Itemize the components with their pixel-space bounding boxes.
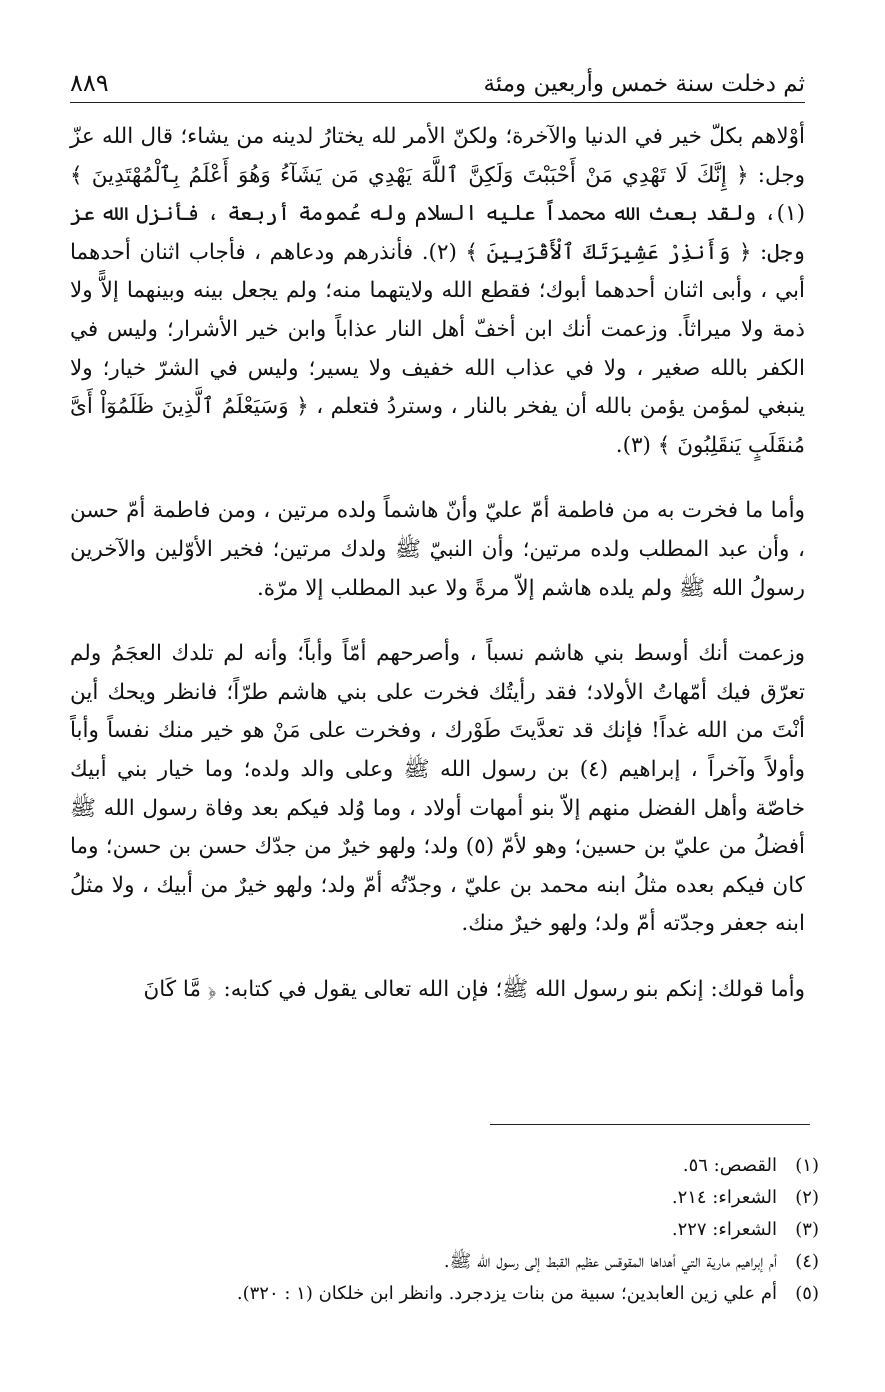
paragraph: وزعمت أنك أوسط بني هاشم نسباً ، وأصرحهم أمّاً وأباً؛ وأنه لم تلدك العجَمُ ولم تعرّق فيك أمّهاتُ الأولاد؛ فقد رأيتُك فخرت على بني هاشم طرّاً؛ فانظر ويحك أين أنْتَ من الله غداً! فإنك قد تعدَّيتَ طَوْرك ، وفخرت على مَنْ هو خير منك نفساً وأباً وأولاً وآخراً ، إبراهيم (٤) بن رسول الله ﷺ وعلى والد ولده؛ وما خيار بني أبيك خاصّة وأهل الفضل منهم إلاّ بنو أمهات أولاد ، وما وُلد فيكم بعد وفاة رسول الله ﷺ أفضلُ من عليّ بن حسين؛ وهو لأمّ (٥) ولد؛ ولهو خيرٌ من جدّك حسن بن حسن؛ وما كان فيكم بعده مثلُ ابنه محمد بن عليّ ، وجدّتُه أمّ ولد؛ ولهو خيرٌ من أبيك ، ولا مثلُ ابنه جعفر وجدّته أمّ ولد؛ ولهو خيرٌ منك. — [70, 641, 806, 937]
footnote-number: (٣) — [795, 1219, 819, 1240]
footnote-divider — [490, 1124, 810, 1125]
footnote — [70, 1246, 819, 1278]
page-number: ٨٨٩ — [70, 69, 109, 97]
footnotes — [70, 1150, 819, 1310]
page-header — [70, 62, 805, 103]
footnote-number: (٢) — [795, 1187, 819, 1208]
footnote-text: أم علي زين العابدين؛ سبية من بنات يزدجرد. وانظر ابن خلكان (١ : ٣٢٠). — [236, 1283, 777, 1304]
footnote — [70, 1278, 819, 1310]
paragraph: وأما ما فخرت به من فاطمة أمّ عليّ وأنّ هاشماً ولده مرتين ، ومن فاطمة أمّ حسن ، وأن عبد المطلب ولده مرتين؛ وأن النبيّ ﷺ ولدك مرتين؛ فخير الأوّلين والآخرين رسولُ الله ﷺ ولم يلده هاشم إلاّ مرةً ولا عبد المطلب إلا مرّة. — [70, 498, 805, 601]
footnote — [70, 1150, 819, 1182]
footnote-number: (٥) — [795, 1283, 819, 1304]
footnote-text: الشعراء: ٢١٤. — [671, 1187, 777, 1208]
paragraph: وأما قولك: إنكم بنو رسول الله ﷺ؛ فإن الله تعالى يقول في كتابه: ﴿ مَّا كَانَ — [143, 976, 805, 1002]
footnote — [70, 1214, 819, 1246]
footnote-number: (١) — [795, 1155, 819, 1176]
footnote-text: القصص: ٥٦. — [682, 1155, 777, 1176]
footnote-text: الشعراء: ٢٢٧. — [671, 1219, 777, 1240]
footnote — [70, 1182, 819, 1214]
footnote-text: أم إبراهيم مارية التي أهداها المقوقس عظيم القبط إلى رسول الله ﷺ. — [443, 1251, 777, 1272]
main-text — [70, 118, 805, 1009]
paragraph: أوْلاهم بكلّ خير في الدنيا والآخرة؛ ولكنّ الأمر لله يختارُ لدينه من يشاء؛ قال الله عزّ وجل: ﴿ إِنَّكَ لَا تَهْدِي مَنْ أَحْبَبْتَ وَلَكِنَّ ٱللَّهَ يَهْدِي مَن يَشَآءُ وَهُوَ أَعْلَمُ بِٱلْمُهْتَدِينَ ﴾ (١)، ولقد بعث الله محمداً عليه السلام وله عُمومة أربعة ، فأنزل الله عز وجل: ﴿ وَأَنذِرْ عَشِيرَتَكَ ٱلْأَقْرَبِينَ ﴾ (٢). فأنذرهم ودعاهم ، فأجاب اثنان أحدهما أبي ، وأبى اثنان أحدهما أبوك؛ فقطع الله ولايتهما منه؛ ولم يجعل بينه وبينهما إلاًّ ولا ذمة ولا ميراثاً. وزعمت أنك ابن أخفّ أهل النار عذاباً وابن خير الأشرار؛ وليس في الكفر بالله صغير ، ولا في عذاب الله خفيف ولا يسير؛ وليس في الشرّ خيار؛ ولا ينبغي لمؤمن يؤمن بالله أن يفخر بالنار ، وستردُ فتعلم ، ﴿ وَسَيَعْلَمُ ٱلَّذِينَ ظَلَمُوٓاْ أَىَّ مُنقَلَبٍ يَنقَلِبُونَ ﴾ (٣). — [70, 124, 806, 458]
footnote-number: (٤) — [795, 1251, 819, 1272]
running-title: ثم دخلت سنة خمس وأربعين ومئة — [483, 71, 805, 97]
